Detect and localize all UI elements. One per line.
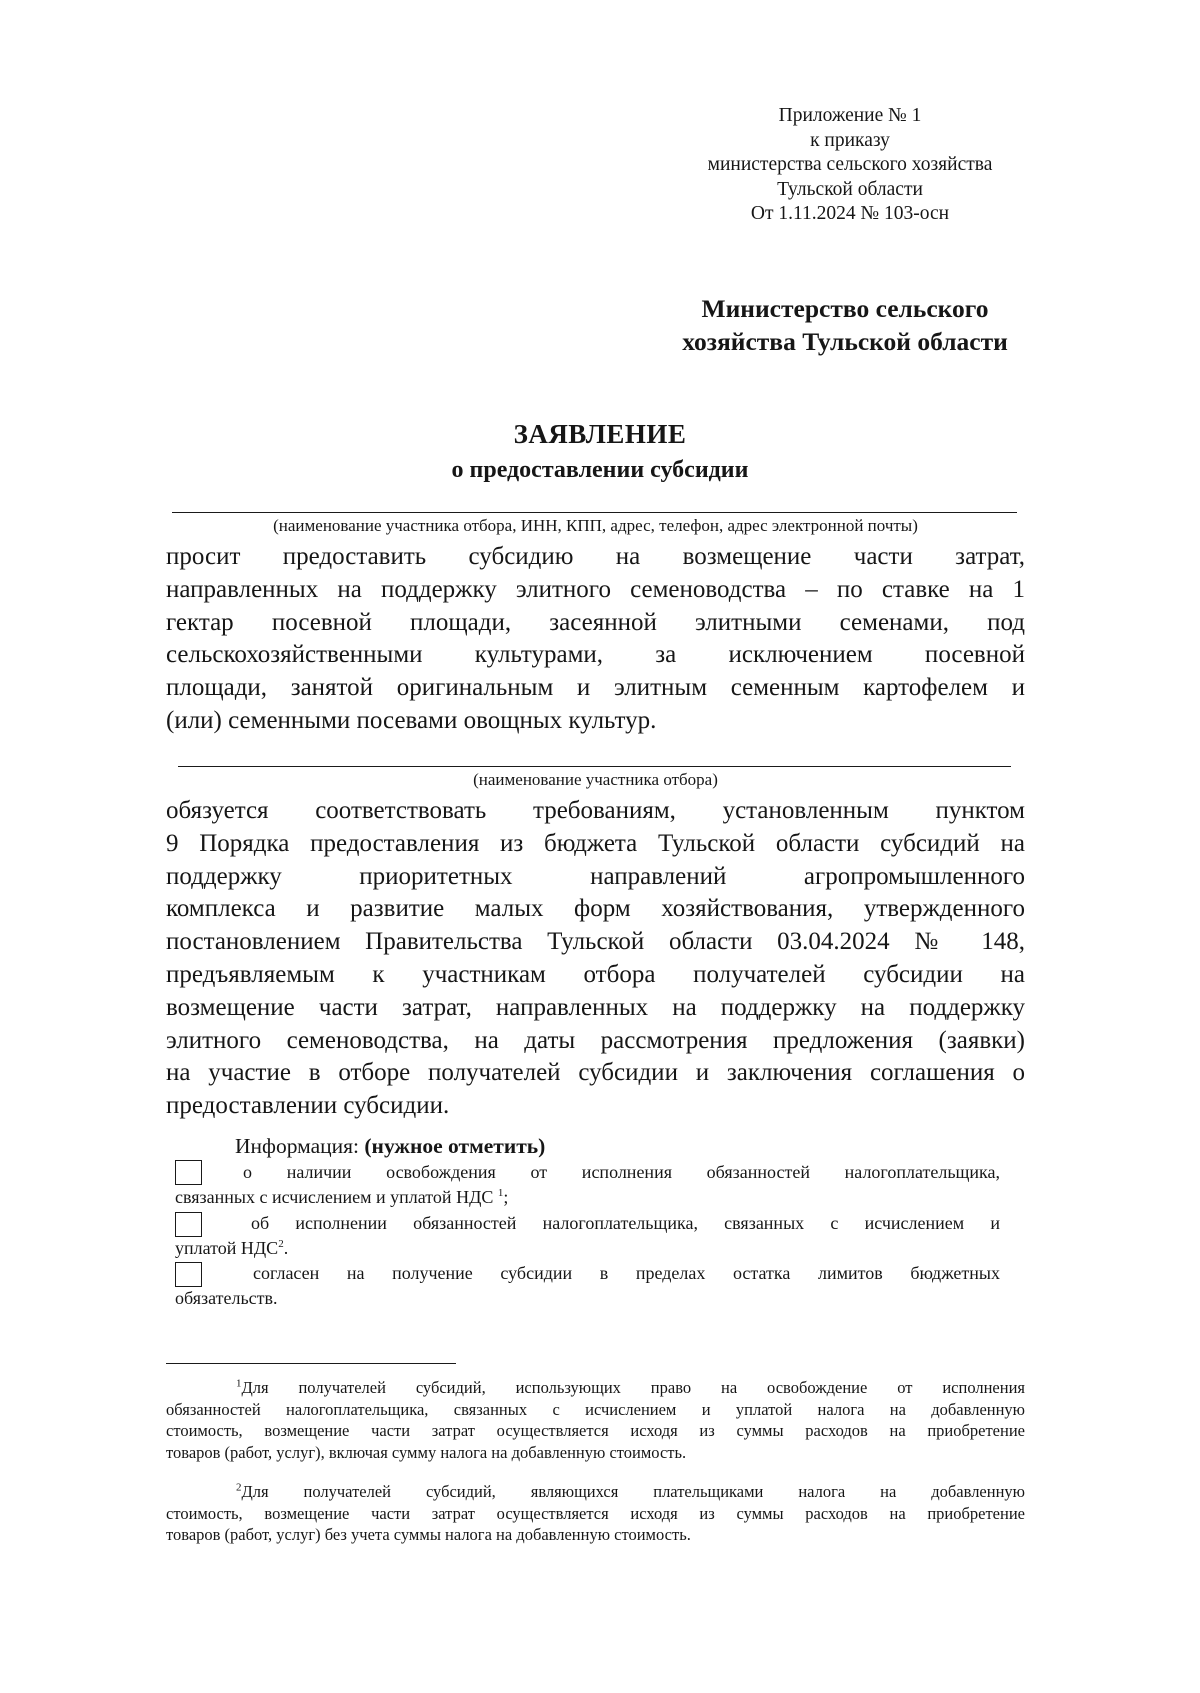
text-line: поддержку приоритетных направлений агропромышленного — [166, 862, 1025, 890]
text-line: 9 Порядка предоставления из бюджета Тульской области субсидий на — [166, 829, 1025, 857]
text-line: на участие в отборе получателей субсидии и заключения соглашения о — [166, 1059, 1025, 1087]
footnote-1 — [166, 1377, 1025, 1463]
option-text-cont — [175, 1185, 1000, 1210]
footnote-text: Для получателей субсидий, являющихся плательщиками налога на добавленную — [241, 1482, 1025, 1501]
option-text: согласен на получение субсидии в пределах остатка лимитов бюджетных — [253, 1263, 1000, 1283]
footnote-ref: 1 — [497, 1186, 504, 1199]
participant-blank-line[interactable] — [178, 766, 1011, 767]
option-text: обязательств. — [175, 1287, 278, 1308]
footnote-line: стоимость, возмещение части затрат осуществляется исходя из суммы расходов на приобретение — [166, 1421, 1025, 1440]
text-line: предоставлении субсидии. — [166, 1092, 450, 1120]
request-paragraph — [166, 541, 1025, 738]
applicant-caption: (наименование участника отбора, ИНН, КПП, адрес, телефон, адрес электронной почты) — [273, 516, 918, 535]
addressee-line: Министерство сельского — [701, 294, 989, 323]
option-text: уплатой НДС — [175, 1237, 279, 1258]
appendix-reference — [640, 104, 1060, 227]
text-line: просит предоставить субсидию на возмещение части затрат, — [166, 543, 1025, 570]
option-text-cont — [175, 1236, 1000, 1261]
footnote-line: товаров (работ, услуг), включая сумму налога на добавленную стоимость. — [166, 1442, 687, 1462]
applicant-blank-line[interactable] — [172, 512, 1017, 513]
option-punct: . — [283, 1237, 289, 1258]
info-heading — [235, 1134, 545, 1159]
footnote-2 — [166, 1481, 1025, 1546]
text-line: гектар посевной площади, засеянной элитными семенами, под — [166, 608, 1025, 636]
text-line: направленных на поддержку элитного семеноводства – по ставке на 1 — [166, 575, 1025, 603]
addressee — [640, 292, 1050, 358]
option-text: связанных с исчислением и уплатой НДС — [175, 1186, 494, 1207]
text-line: сельскохозяйственными культурами, за исключением посевной — [166, 641, 1025, 669]
option-text: о наличии освобождения от исполнения обязанностей налогоплательщика, — [243, 1162, 1000, 1182]
footnote-line — [166, 1481, 1025, 1503]
text-line: площади, занятой оригинальным и элитным семенным картофелем и — [166, 674, 1025, 702]
option-vat-obligations — [175, 1211, 1000, 1260]
text-line: элитного семеноводства, на даты рассмотрения предложения (заявки) — [166, 1026, 1025, 1054]
addressee-line: хозяйства Тульской области — [682, 327, 1008, 356]
appendix-line: Приложение № 1 — [778, 105, 922, 126]
footnote-line: товаров (работ, услуг) без учета суммы налога на добавленную стоимость. — [166, 1525, 691, 1544]
text-line: (или) семенными посевами овощных культур. — [166, 706, 657, 734]
footnote-ref: 2 — [278, 1237, 284, 1250]
appendix-line: к приказу — [810, 129, 890, 151]
text-line: комплекса и развитие малых форм хозяйствования, утвержденного — [166, 895, 1025, 923]
text-line: возмещение части затрат, направленных на поддержку на поддержку — [166, 993, 1025, 1021]
footnote-line — [166, 1377, 1025, 1399]
footnote-separator — [166, 1363, 456, 1364]
info-label: Информация: — [235, 1134, 360, 1158]
obligation-paragraph — [166, 795, 1025, 1123]
participant-caption: (наименование участника отбора) — [473, 770, 718, 789]
info-hint: (нужное отметить) — [364, 1134, 546, 1158]
footnote-line: стоимость, возмещение части затрат осуществляется исходя из суммы расходов на приобретение — [166, 1503, 1025, 1523]
document-subtitle: о предоставлении субсидии — [451, 457, 749, 483]
option-vat-exemption — [175, 1160, 1000, 1209]
text-line: обязуется соответствовать требованиям, установленным пунктом — [166, 797, 1025, 824]
document-title: ЗАЯВЛЕНИЕ — [513, 419, 687, 449]
appendix-line: От 1.11.2024 № 103-осн — [750, 203, 950, 224]
appendix-line: министерства сельского хозяйства — [707, 154, 993, 175]
footnote-line: обязанностей налогоплательщика, связанных с исчислением и уплатой налога на добавленную — [166, 1399, 1025, 1419]
footnote-text: Для получателей субсидий, использующих право на освобождение от исполнения — [241, 1378, 1025, 1397]
text-line: постановлением Правительства Тульской области 03.04.2024 № 148, — [166, 928, 1025, 956]
text-line: предъявляемым к участникам отбора получателей субсидии на — [166, 960, 1025, 988]
option-text: об исполнении обязанностей налогоплательщика, связанных с исчислением и — [251, 1213, 1000, 1233]
footnote-mark: 2 — [236, 1481, 242, 1494]
option-budget-limit-consent — [175, 1261, 1000, 1310]
appendix-line: Тульской области — [777, 178, 923, 200]
footnote-mark: 1 — [236, 1377, 242, 1390]
option-punct: ; — [503, 1186, 509, 1207]
